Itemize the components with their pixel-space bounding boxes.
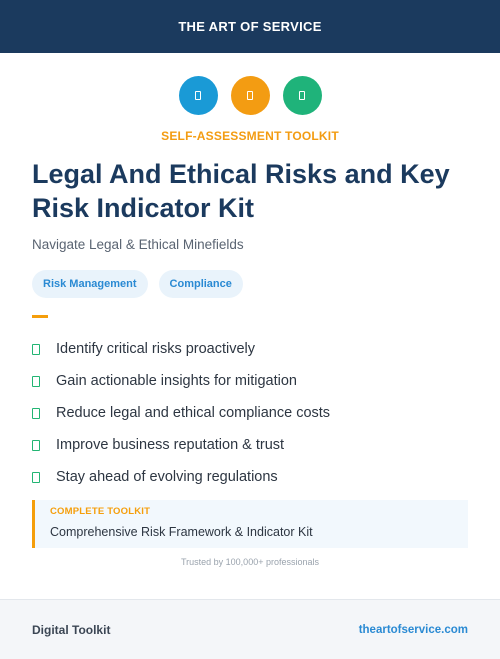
tag-list xyxy=(32,270,243,298)
check-icon xyxy=(32,472,40,483)
check-icon xyxy=(32,408,40,419)
callout-text: Comprehensive Risk Framework & Indicator Kit xyxy=(50,525,313,539)
document-icon xyxy=(179,76,218,115)
eyebrow-label: SELF-ASSESSMENT TOOLKIT xyxy=(161,129,339,143)
benefit-text: Identify critical risks proactively xyxy=(56,341,256,357)
tag-risk-management: Risk Management xyxy=(32,270,148,298)
document-icon xyxy=(231,76,270,115)
toolkit-callout xyxy=(32,500,468,548)
icon-row xyxy=(0,76,500,115)
list-item xyxy=(32,429,330,461)
document-icon xyxy=(283,76,322,115)
footer xyxy=(0,599,500,659)
trusted-note: Trusted by 100,000+ professionals xyxy=(180,557,319,567)
website-link[interactable]: theartofservice.com xyxy=(358,623,468,636)
callout-label: COMPLETE TOOLKIT xyxy=(50,506,151,517)
tag-compliance: Compliance xyxy=(159,270,243,298)
list-item xyxy=(32,461,330,493)
brand-name: THE ART OF SERVICE xyxy=(178,19,322,34)
check-icon xyxy=(32,440,40,451)
check-icon xyxy=(32,344,40,355)
page-subtitle: Navigate Legal & Ethical Minefields xyxy=(32,237,244,252)
benefit-list xyxy=(32,333,330,493)
accent-divider xyxy=(32,315,48,318)
page-title: Legal And Ethical Risks and Key Risk Indicator Kit xyxy=(32,159,450,223)
footer-label: Digital Toolkit xyxy=(32,622,111,637)
list-item xyxy=(32,397,330,429)
list-item xyxy=(32,333,330,365)
list-item xyxy=(32,365,330,397)
benefit-text: Gain actionable insights for mitigation xyxy=(56,373,297,389)
benefit-text: Stay ahead of evolving regulations xyxy=(56,469,278,485)
benefit-text: Reduce legal and ethical compliance costs xyxy=(56,405,331,421)
check-icon xyxy=(32,376,40,387)
top-banner xyxy=(0,0,500,53)
benefit-text: Improve business reputation & trust xyxy=(56,437,285,453)
